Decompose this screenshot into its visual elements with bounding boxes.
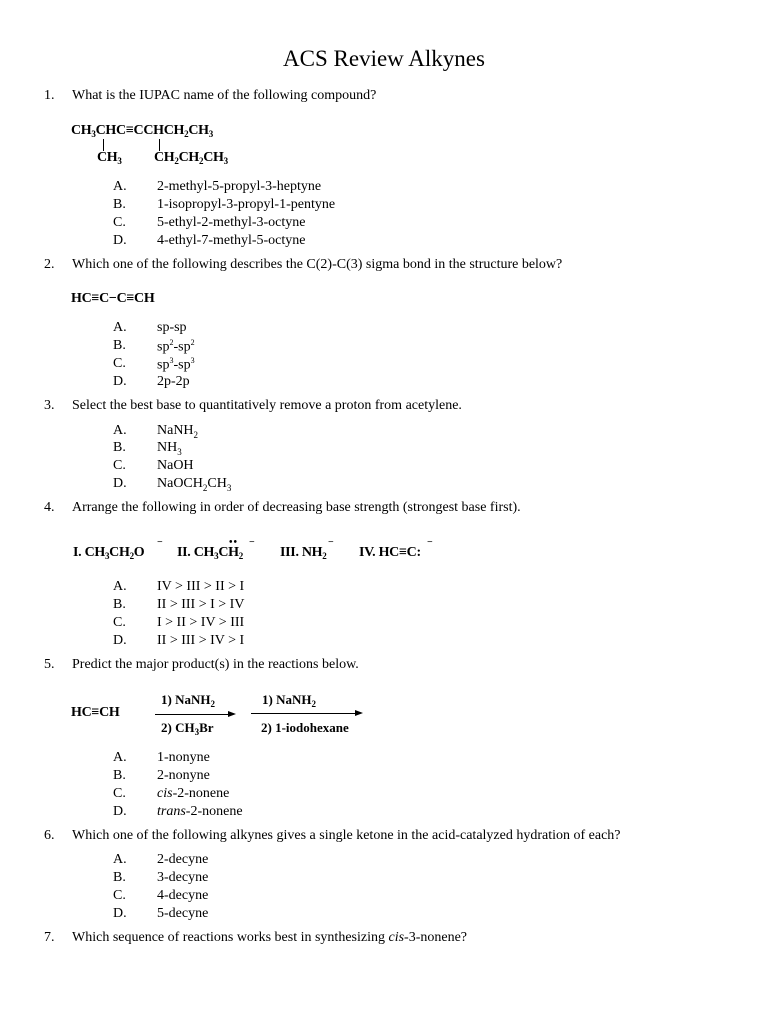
q4-species-ii-charge: − [249,537,255,548]
q5-text: Predict the major product(s) in the reactions below. [72,657,359,672]
q6-option-d-letter: D. [113,906,127,921]
q5-step1-reagent-bottom: 2) $CH_3Br$ [161,720,214,737]
q1-option-c-letter: C. [113,215,126,230]
q2-option-d-letter: D. [113,374,127,389]
q5-step2-arrowhead [355,710,363,716]
q1-number: 1. [44,88,55,103]
q3-option-c-text: NaOH [157,458,194,473]
q4-option-a-letter: A. [113,579,127,594]
q4-species-ii-lonepair: •• [229,537,239,548]
q4-option-c-letter: C. [113,615,126,630]
q5-step2-reagent-top: 1) NaNH$_2$ [262,692,316,709]
q3-option-c-letter: C. [113,458,126,473]
q1-option-b-text: 1-isopropyl-3-propyl-1-pentyne [157,197,336,212]
page-title: ACS Review Alkynes [283,46,485,71]
q4-species-iii: III. $NH_2$ [280,545,327,561]
q5-option-b-letter: B. [113,768,126,783]
q5-number: 5. [44,657,55,672]
q2-number: 2. [44,257,55,272]
q4-option-b-letter: B. [113,597,126,612]
q4-option-d-letter: D. [113,633,127,648]
q3-option-a-letter: A. [113,423,127,438]
q4-option-d-text: II > III > IV > I [157,633,245,648]
q2-option-b-text: $sp^2-sp^2$ [157,338,195,355]
q5-option-c-text: cis-2-nonene [157,786,230,801]
q5-option-d-text: trans-2-nonene [157,804,243,819]
q4-option-b-text: II > III > I > IV [157,597,245,612]
q4-option-c-text: I > II > IV > III [157,615,245,630]
q5-start-material: HC≡CH [71,705,120,720]
q1-text: What is the IUPAC name of the following compound? [72,88,377,103]
q2-option-b-letter: B. [113,338,126,353]
q1-option-a-letter: A. [113,179,127,194]
q2-option-d-text: 2p-2p [157,374,190,389]
q6-text: Which one of the following alkynes gives a single ketone in the acid-catalyzed hydration of each? [72,828,621,843]
q4-species-i-charge: − [157,537,163,548]
q3-number: 3. [44,398,55,413]
q4-species-i: I. $CH_3CH_2O$ [73,545,145,561]
q1-struct-branch1: $CH_3$ [97,150,122,166]
q4-species-iii-charge: − [328,537,334,548]
q2-option-a-letter: A. [113,320,127,335]
q3-option-a-text: NaNH$_2$ [157,423,199,440]
q1-struct-main: $CH_3CHC\equiv CCHCH_2CH_3$ [71,123,213,139]
q4-species-ii: II. $CH_3CH_2$ [177,545,243,561]
q4-species-iv-charge: − [427,537,433,548]
q5-option-b-text: 2-nonyne [157,768,210,783]
q1-option-a-text: 2-methyl-5-propyl-3-heptyne [157,179,322,194]
q3-option-b-letter: B. [113,440,126,455]
q1-option-b-letter: B. [113,197,126,212]
q5-option-a-text: 1-nonyne [157,750,210,765]
q5-step1-arrow [155,714,228,715]
q3-text: Select the best base to quantitatively remove a proton from acetylene. [72,398,462,413]
q6-option-b-letter: B. [113,870,126,885]
q6-option-a-letter: A. [113,852,127,867]
q5-step2-arrow [251,713,355,714]
q1-option-c-text: 5-ethyl-2-methyl-3-octyne [157,215,306,230]
q2-option-c-letter: C. [113,356,126,371]
q5-option-d-letter: D. [113,804,127,819]
q2-text: Which one of the following describes the C(2)-C(3) sigma bond in the structure below? [72,257,563,272]
q4-species-iv: IV. HC≡C: [359,545,421,560]
q3-option-b-text: $NH_3$ [157,440,182,457]
q3-option-d-text: $NaOCH_2CH_3$ [157,476,232,493]
q6-option-b-text: 3-decyne [157,870,209,885]
q6-option-c-letter: C. [113,888,126,903]
q5-step1-reagent-top: 1) NaNH$_2$ [161,692,215,709]
q1-option-d-text: 4-ethyl-7-methyl-5-octyne [157,233,306,248]
q2-option-a-text: sp-sp [157,320,187,335]
q4-option-a-text: IV > III > II > I [157,579,245,594]
q2-option-c-text: $sp^3-sp^3$ [157,356,195,373]
q7-number: 7. [44,930,55,945]
q4-number: 4. [44,500,55,515]
q2-structure: HC≡C−C≡CH [71,291,155,306]
q4-text: Arrange the following in order of decreasing base strength (strongest base first). [72,500,521,515]
q5-option-c-letter: C. [113,786,126,801]
q1-struct-branch2: $CH_2CH_2CH_3$ [154,150,228,166]
q5-step2-reagent-bottom: 2) 1-iodohexane [261,720,349,735]
q1-option-d-letter: D. [113,233,127,248]
q7-text: Which sequence of reactions works best in synthesizing cis-3-nonene? [72,930,468,945]
q6-option-c-text: 4-decyne [157,888,209,903]
q5-option-a-letter: A. [113,750,127,765]
q6-option-d-text: 5-decyne [157,906,209,921]
q6-number: 6. [44,828,55,843]
q3-option-d-letter: D. [113,476,127,491]
q6-option-a-text: 2-decyne [157,852,209,867]
q5-step1-arrowhead [228,711,236,717]
